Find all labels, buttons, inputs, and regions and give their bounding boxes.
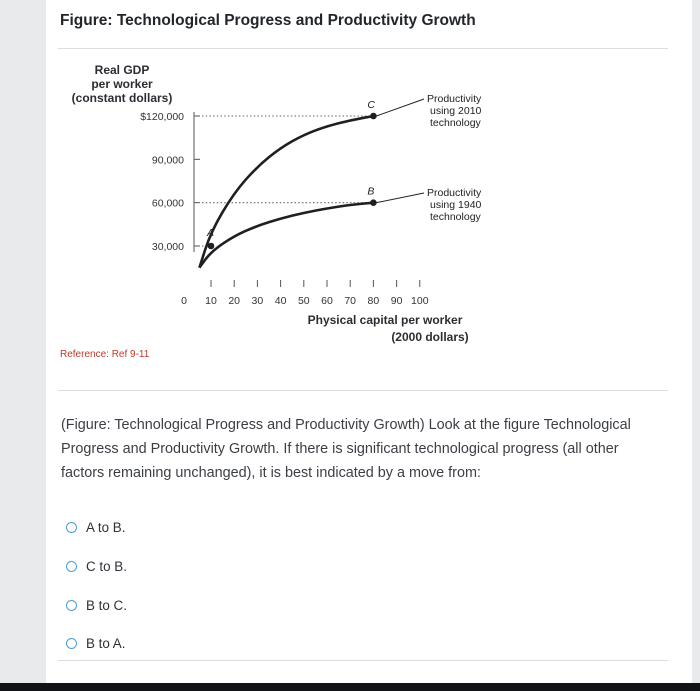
x-tick-label: 50 [297, 295, 310, 307]
series-label: using 2010 [430, 105, 482, 117]
series-label: technology [430, 117, 481, 129]
point-label: C [367, 99, 375, 111]
x-tick-label: 30 [251, 295, 264, 307]
radio-button[interactable] [66, 600, 77, 611]
x-axis-label: (2000 dollars) [391, 330, 469, 344]
x-tick-label: 40 [274, 295, 287, 307]
series-label: technology [430, 211, 481, 223]
point-marker [370, 199, 377, 206]
x-tick-label: 80 [367, 295, 380, 307]
bottom-bar [0, 683, 700, 691]
x-tick-label: 70 [344, 295, 357, 307]
y-axis-label: per worker [91, 77, 153, 91]
radio-button[interactable] [66, 638, 77, 649]
radio-button[interactable] [66, 522, 77, 533]
series-pointer [376, 99, 424, 116]
option-label: A to B. [86, 520, 126, 535]
y-axis-label: (constant dollars) [71, 91, 173, 105]
answer-option-a-to-b[interactable] [66, 520, 125, 535]
figure-title: Figure: Technological Progress and Productivity Growth [60, 12, 476, 29]
series-curve [199, 203, 373, 268]
x-tick-label: 10 [205, 295, 217, 307]
divider [58, 660, 668, 661]
x-tick-label: 60 [321, 295, 333, 307]
question-text: (Figure: Technological Progress and Productivity Growth) Look at the figure Technological Progress and Productivity Growth. If there is significant technological progress (all other factors remaining unchanged), it is best indicated by a move from: [61, 417, 631, 481]
x-tick-label: 100 [411, 295, 429, 307]
answer-option-b-to-c[interactable] [66, 598, 127, 613]
answer-option-b-to-a[interactable] [66, 636, 125, 651]
answer-option-c-to-b[interactable] [66, 559, 127, 574]
point-marker [208, 243, 215, 250]
y-axis-label: Real GDP [94, 63, 150, 77]
x-axis-label: Physical capital per worker [307, 313, 463, 327]
point-label: B [367, 185, 375, 198]
x-tick-label: 20 [228, 295, 241, 307]
point-marker [370, 113, 377, 120]
series-pointer [376, 193, 424, 203]
x-tick-label: 90 [390, 295, 403, 307]
y-tick-label: 60,000 [151, 197, 184, 210]
radio-button[interactable] [66, 561, 77, 572]
option-label: C to B. [86, 559, 127, 574]
point-label: A [207, 227, 215, 239]
series-label: using 1940 [430, 199, 482, 211]
y-tick-label: 90,000 [151, 154, 184, 167]
reference-label: Reference: Ref 9-11 [60, 349, 150, 360]
y-tick-label: 30,000 [151, 241, 184, 253]
series-label: Productivity [427, 187, 482, 199]
option-label: B to A. [86, 636, 126, 651]
series-curve [199, 116, 373, 268]
y-tick-label: $120,000 [140, 111, 184, 123]
series-label: Productivity [427, 93, 482, 105]
origin-label: 0 [181, 295, 187, 307]
divider [58, 390, 668, 391]
option-label: B to C. [86, 598, 127, 613]
